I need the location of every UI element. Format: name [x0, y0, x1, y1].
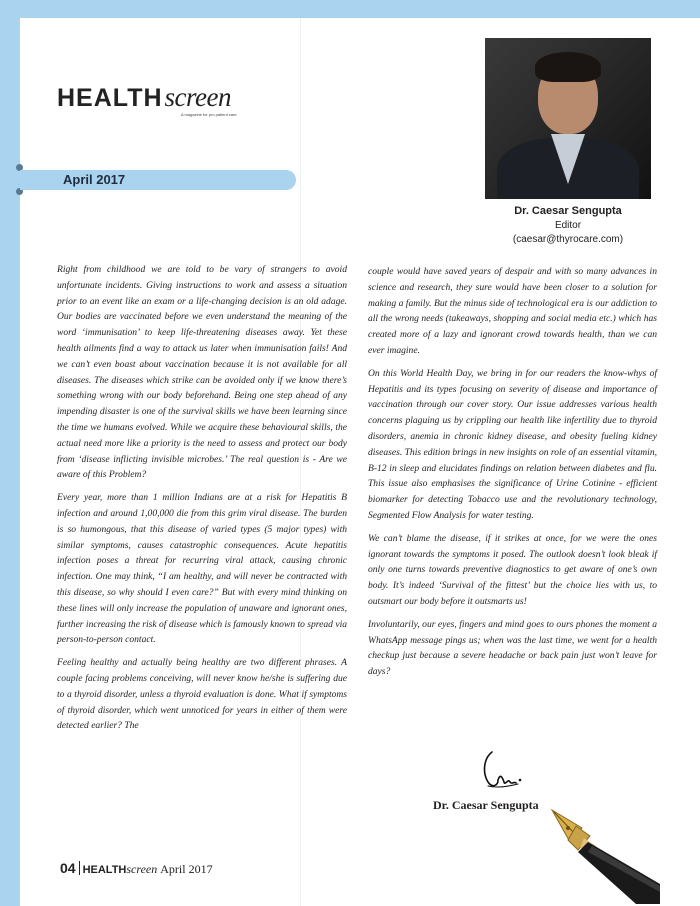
footer-brand-script: screen	[126, 862, 158, 876]
article-paragraph: We can’t blame the disease, if it strikes at once, for we were the ones ignorant towards the symptoms it posed. The outlook doesn’t look bleak if only one turns towards preventive diagnostics to get aware of one’s own body. It’s indeed ‘Survival of the fittest’ but the choice lies with us, to outsmart our body before it outsmarts us!	[368, 532, 657, 607]
left-accent-bar	[0, 0, 20, 906]
top-accent-bar	[0, 0, 700, 18]
issue-date-banner	[20, 170, 296, 190]
article-paragraph: couple would have saved years of despair and with so many advances in science and research, they sure would have been closer to a solution for making a family. But the minus side of technological era is our addiction to all the wrong needs (takeaways, shopping and social media etc.) which has created more of a lazy and ignorant crowd towards health, than we can ever imagine.	[368, 266, 657, 356]
handwritten-signature	[478, 748, 524, 792]
editor-email: (caesar@thyrocare.com)	[512, 234, 624, 245]
page-number: 04	[60, 860, 76, 876]
signoff-name: Dr. Caesar Sengupta	[433, 798, 539, 812]
article-column-left	[57, 262, 347, 741]
masthead-tagline: A magazine for pro patient care	[181, 112, 237, 117]
masthead-brand-bold: HEALTH	[57, 84, 163, 112]
article-paragraph: Involuntarily, our eyes, fingers and mind goes to ours phones the moment a WhatsApp message pings us; when was the last time, we went for a health checkup just because a severe headache or back pain just won’t leave for days?	[368, 618, 657, 678]
masthead-brand-script: screen	[164, 82, 231, 112]
footer-date: April 2017	[160, 862, 213, 876]
article-column-right	[368, 264, 657, 687]
page-footer	[60, 860, 213, 878]
article-paragraph: Every year, more than 1 million Indians are at a risk for Hepatitis B infection and around 1,00,000 die from this grim viral disease. The burden is so humongous, that this disease of varied types (5 major types) with similar symptoms, causes catastrophic consequences. Acute hepatitis infection poses a threat for recurring viral attack, causing chronic infection. One may think, “I am healthy, and will never be contracted with this disease, so why should I even care?” But with every mind thinking on these lines will only increase the population of unaware and ignorant ones, further increasing the risk of disease which is famously known to spread via person-to-person contact.	[57, 492, 347, 646]
issue-date: April 2017	[63, 172, 126, 187]
footer-divider	[79, 861, 80, 875]
masthead-logo	[57, 82, 237, 117]
article-paragraph: Feeling healthy and actually being healthy are two different phrases. A couple facing problems conceiving, will never know he/she is suffering due to a thyroid disorder, unless a thyroid evaluation is done. What if symptoms of thyroid disorder, which went unnoticed for years in either of them were detected earlier? The	[57, 657, 347, 732]
editor-photo	[485, 38, 651, 199]
footer-brand-bold: HEALTH	[82, 864, 127, 876]
editor-role: Editor	[554, 220, 582, 231]
editor-name: Dr. Caesar Sengupta	[514, 205, 622, 217]
article-paragraph: Right from childhood we are told to be vary of strangers to avoid unfortunate incidents. Giving instructions to work and assess a situation prior to an event like an exam or a life-changing decision is an old adage. Our bodies are vaccinated before we even understand the meaning of the word ‘immunisation’ to keep life-threatening diseases away. Yet these health ailments find a way to attack us later when immunisation fails! And we can’t even boast about vaccination because it is not available for all diseases. The diseases which strike can be avoided only if we know there’s something wrong with our body beforehand. Being one step ahead of any impending disaster is one of the survival skills we have been learning since the time we humans evolved. While we acquire these behavioural skills, the actual need more like a priority is the need to assess and protect our body from ‘disease inflicting invisible microbes.’ The real question is - Are we aware of this Problem?	[57, 264, 347, 481]
article-paragraph: On this World Health Day, we bring in for our readers the know-whys of Hepatitis and its types focusing on severity of disease and importance of vaccination through our cover story. Our issue addresses various health concerns plaguing us by crippling our health like infertility due to thyroid disorders, anemia in chronic kidney disease, and obesity fueling kidney diseases. This edition brings in new insights on role of an essential vitamin, B-12 in sleep and elucidates findings on relation between diabetes and flu. This issue also emphasises the significance of Urine Cotinine - efficient biomarker for detecting Tobacco use and the revolutionary technology, Segmented Flow Analysis for water testing.	[368, 367, 657, 521]
fountain-pen-icon	[548, 806, 660, 904]
